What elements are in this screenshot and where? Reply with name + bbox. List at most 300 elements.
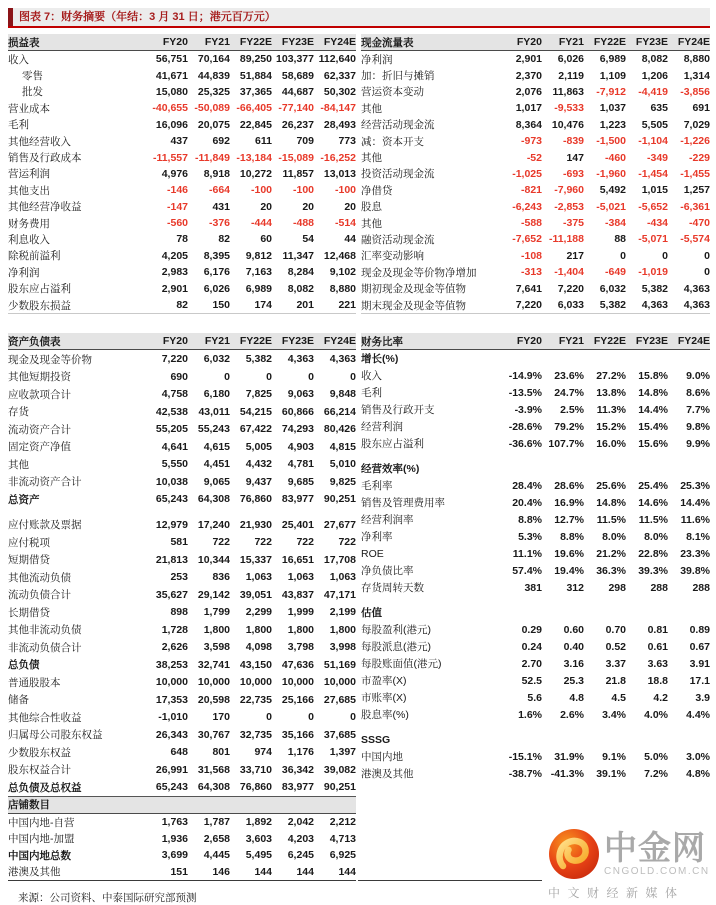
row-label: 毛利 bbox=[8, 119, 29, 132]
cell-value: -5,021 bbox=[596, 200, 626, 213]
table-row bbox=[8, 199, 356, 215]
row-label: 非流动资产合计 bbox=[8, 476, 82, 488]
cell-value: 3.0% bbox=[686, 750, 710, 763]
cell-value: 221 bbox=[338, 299, 356, 312]
cell-value: 15.2% bbox=[596, 420, 626, 433]
cell-value: 9,825 bbox=[329, 475, 356, 488]
cell-value: 1,176 bbox=[287, 746, 314, 758]
row-label: 净利润 bbox=[8, 266, 40, 279]
cell-value: 9.8% bbox=[686, 420, 710, 433]
cell-value: 0.70 bbox=[605, 623, 626, 636]
cell-value: 6,245 bbox=[287, 849, 314, 861]
cell-value: 83,977 bbox=[281, 493, 314, 505]
cell-value: 6,033 bbox=[557, 299, 584, 312]
cell-value: -13.5% bbox=[508, 386, 542, 399]
cell-value: 3,699 bbox=[161, 849, 188, 861]
cell-value: 7,825 bbox=[245, 388, 272, 400]
cell-value: -3,856 bbox=[680, 85, 710, 98]
cell-value: 9.9% bbox=[686, 437, 710, 450]
watermark-top bbox=[548, 828, 714, 880]
cell-value: 4,641 bbox=[161, 440, 188, 453]
cell-value: 60 bbox=[260, 233, 272, 246]
cell-value: 0 bbox=[704, 266, 710, 279]
table-row bbox=[361, 117, 710, 133]
table-row bbox=[8, 847, 356, 864]
cell-value: 44 bbox=[344, 233, 356, 246]
row-label: 期初现金及现金等值物 bbox=[361, 283, 466, 296]
cell-value: 288 bbox=[692, 581, 710, 594]
cell-value: 10,272 bbox=[239, 167, 272, 180]
row-label: 其他 bbox=[8, 458, 29, 471]
cell-value: 635 bbox=[650, 102, 668, 115]
row-label: 营运资本变动 bbox=[361, 86, 424, 99]
cell-value: 2,199 bbox=[329, 606, 356, 618]
cell-value: 381 bbox=[524, 581, 542, 594]
cell-value: 722 bbox=[338, 536, 356, 548]
cell-value: 44,687 bbox=[281, 85, 314, 98]
cell-value: 88 bbox=[614, 233, 626, 246]
cell-value: 4,976 bbox=[161, 167, 188, 180]
left-column bbox=[8, 34, 356, 905]
cell-value: 7,163 bbox=[245, 266, 272, 279]
cell-value: 437 bbox=[170, 135, 188, 148]
column-header: FY21 bbox=[204, 335, 230, 348]
row-label: 存货 bbox=[8, 406, 29, 418]
row-label: 储备 bbox=[8, 694, 29, 706]
cell-value: 0.61 bbox=[647, 640, 668, 653]
cell-value: 4.8% bbox=[686, 767, 710, 780]
table-row bbox=[8, 708, 356, 726]
cell-value: 5,382 bbox=[245, 353, 272, 365]
cell-value: 898 bbox=[170, 606, 188, 618]
cell-value: -1,960 bbox=[596, 167, 626, 180]
cell-value: 7,641 bbox=[515, 282, 542, 295]
row-label: 少数股东损益 bbox=[8, 299, 71, 312]
row-label: 固定资产净值 bbox=[8, 441, 71, 453]
cell-value: 1,799 bbox=[203, 606, 230, 618]
cell-value: 4,363 bbox=[683, 282, 710, 295]
cell-value: 107.7% bbox=[548, 437, 584, 450]
row-label: 销售及行政成本 bbox=[8, 152, 82, 165]
row-label: 加：折旧与摊销 bbox=[361, 70, 435, 83]
row-label: 中国内地 bbox=[361, 751, 403, 764]
cell-value: 11.5% bbox=[638, 513, 668, 526]
cell-value: 4,781 bbox=[287, 458, 314, 470]
cell-value: 20 bbox=[302, 200, 314, 213]
cell-value: 31,568 bbox=[197, 763, 230, 776]
cell-value: -376 bbox=[208, 217, 230, 230]
cell-value: 65,243 bbox=[155, 493, 188, 505]
row-label: 市盈率(X) bbox=[361, 675, 407, 688]
title-underline bbox=[8, 26, 710, 28]
cell-value: 16.0% bbox=[596, 437, 626, 450]
table-row bbox=[8, 621, 356, 639]
cell-value: 32,741 bbox=[197, 658, 230, 671]
cell-value: 8.1% bbox=[686, 530, 710, 543]
cell-value: 4,815 bbox=[329, 440, 356, 453]
cell-value: 1,800 bbox=[245, 623, 272, 636]
cell-value: 27,685 bbox=[323, 693, 356, 706]
row-label: 营运利润 bbox=[8, 168, 50, 181]
cell-value: 43,150 bbox=[239, 658, 272, 671]
cell-value: 11.5% bbox=[596, 513, 626, 526]
cell-value: 1,109 bbox=[599, 69, 626, 82]
cell-value: 0.29 bbox=[521, 623, 542, 636]
table-row bbox=[8, 726, 356, 744]
row-label: 经营效率(%) bbox=[361, 463, 420, 476]
cell-value: 1,999 bbox=[287, 606, 314, 618]
cell-value: 8,082 bbox=[641, 53, 668, 66]
row-label: 净借贷 bbox=[361, 184, 393, 197]
row-label: 股东应占溢利 bbox=[8, 283, 71, 296]
table-row bbox=[8, 516, 356, 534]
row-label: ROE bbox=[361, 547, 384, 560]
row-label: 净利润 bbox=[361, 53, 393, 66]
cell-value: -839 bbox=[562, 135, 584, 148]
cell-value: 0.40 bbox=[563, 640, 584, 653]
cell-value: 5,505 bbox=[641, 118, 668, 131]
cell-value: 23.6% bbox=[554, 369, 584, 382]
cngold-logo-icon bbox=[548, 828, 600, 880]
cell-value: 4.0% bbox=[644, 708, 668, 721]
table-row bbox=[8, 350, 356, 368]
cash-flow-table bbox=[361, 34, 710, 314]
table-row bbox=[361, 748, 710, 765]
cell-value: -375 bbox=[562, 217, 584, 230]
cell-value: 144 bbox=[338, 865, 356, 878]
row-label: 其他经营净收益 bbox=[8, 201, 82, 214]
spacer-row bbox=[361, 596, 710, 604]
cell-value: 1,223 bbox=[599, 118, 626, 131]
table-row bbox=[8, 100, 356, 116]
cell-value: 4.4% bbox=[686, 708, 710, 721]
table-row bbox=[8, 455, 356, 473]
cell-value: 13.8% bbox=[596, 386, 626, 399]
cell-value: 10,344 bbox=[197, 553, 230, 566]
cell-value: 2,901 bbox=[161, 282, 188, 295]
row-label: 股东应占溢利 bbox=[361, 438, 424, 451]
cell-value: -84,147 bbox=[320, 102, 356, 115]
cell-value: 174 bbox=[254, 299, 272, 312]
row-label: 投资活动现金流 bbox=[361, 168, 435, 181]
cell-value: 79.2% bbox=[554, 420, 584, 433]
cell-value: 30,767 bbox=[197, 728, 230, 741]
table-title: 店铺数目 bbox=[8, 799, 50, 812]
table-row bbox=[361, 297, 710, 313]
cell-value: 7.7% bbox=[686, 403, 710, 416]
cell-value: -11,849 bbox=[194, 151, 230, 164]
table-row bbox=[8, 117, 356, 133]
cell-value: 147 bbox=[566, 151, 584, 164]
cell-value: 691 bbox=[692, 102, 710, 115]
cell-value: -14.9% bbox=[508, 369, 542, 382]
cell-value: 8.6% bbox=[686, 386, 710, 399]
cell-value: 4,432 bbox=[245, 458, 272, 470]
cell-value: 39.8% bbox=[680, 564, 710, 577]
cell-value: 10,000 bbox=[239, 676, 272, 688]
cell-value: 47,636 bbox=[281, 658, 314, 671]
cell-value: 0.67 bbox=[689, 640, 710, 653]
cell-value: 0 bbox=[350, 370, 356, 383]
cell-value: 4,363 bbox=[641, 299, 668, 312]
table-header-row bbox=[8, 796, 356, 814]
cell-value: 74,293 bbox=[281, 423, 314, 435]
table-row bbox=[8, 586, 356, 604]
column-header: FY20 bbox=[516, 36, 542, 48]
table-title: 现金流量表 bbox=[361, 36, 414, 49]
cell-value: 151 bbox=[170, 865, 188, 878]
cell-value: 90,251 bbox=[323, 781, 356, 793]
cell-value: 18.8 bbox=[647, 674, 668, 687]
cell-value: 64,308 bbox=[197, 493, 230, 505]
cell-value: 14.8% bbox=[638, 386, 668, 399]
table-row bbox=[361, 67, 710, 83]
cell-value: -100 bbox=[292, 184, 314, 197]
cell-value: -1,019 bbox=[638, 266, 668, 279]
cell-value: 722 bbox=[212, 536, 230, 548]
cell-value: 2.70 bbox=[521, 657, 542, 670]
column-header: FY20 bbox=[162, 36, 188, 48]
table-row bbox=[361, 731, 710, 748]
cell-value: 20,075 bbox=[197, 118, 230, 131]
cell-value: 23.3% bbox=[680, 547, 710, 560]
cell-value: 103,377 bbox=[276, 53, 314, 66]
cell-value: 35,627 bbox=[155, 588, 188, 601]
cell-value: 8.0% bbox=[644, 530, 668, 543]
row-label: 总负债及总权益 bbox=[8, 781, 82, 794]
row-label: 股息率(%) bbox=[361, 709, 409, 722]
cell-value: 43,011 bbox=[198, 405, 230, 418]
cell-value: 12.7% bbox=[554, 513, 584, 526]
cell-value: 19.6% bbox=[554, 547, 584, 560]
spacer-row bbox=[8, 508, 356, 516]
row-label: 普通股股本 bbox=[8, 676, 61, 689]
cell-value: 722 bbox=[254, 536, 272, 548]
table-row bbox=[8, 743, 356, 761]
cell-value: -973 bbox=[520, 135, 542, 148]
cell-value: -147 bbox=[166, 200, 188, 213]
table-row bbox=[8, 149, 356, 165]
cell-value: 50,302 bbox=[323, 85, 356, 98]
cell-value: 648 bbox=[170, 746, 188, 758]
cell-value: 9,848 bbox=[329, 388, 356, 400]
cell-value: -560 bbox=[166, 217, 188, 230]
cell-value: 52.5 bbox=[521, 674, 542, 687]
store-count-table bbox=[8, 796, 356, 881]
cell-value: -229 bbox=[688, 151, 710, 164]
cell-value: 2,901 bbox=[515, 53, 542, 66]
cell-value: -11,557 bbox=[152, 151, 188, 164]
cell-value: 0 bbox=[308, 370, 314, 383]
cell-value: 2,212 bbox=[329, 816, 356, 828]
cell-value: 21,813 bbox=[155, 553, 188, 566]
cell-value: 9,437 bbox=[245, 475, 272, 488]
cell-value: 8,395 bbox=[203, 249, 230, 262]
cell-value: 253 bbox=[170, 571, 188, 583]
table-row bbox=[8, 673, 356, 691]
table-row bbox=[8, 778, 356, 796]
cell-value: 78 bbox=[176, 233, 188, 246]
row-label: 其他 bbox=[361, 152, 382, 165]
cell-value: 25.3% bbox=[680, 479, 710, 492]
cell-value: 9.0% bbox=[686, 369, 710, 382]
spacer-row bbox=[361, 452, 710, 460]
cell-value: 64,308 bbox=[197, 781, 230, 793]
row-label: 其他 bbox=[361, 102, 382, 115]
row-label: 其他 bbox=[361, 217, 382, 230]
income-statement-table bbox=[8, 34, 356, 314]
cell-value: -588 bbox=[520, 217, 542, 230]
cell-value: 4,713 bbox=[329, 832, 356, 845]
cell-value: 27,677 bbox=[323, 518, 356, 531]
table-header-row bbox=[8, 333, 356, 350]
cell-value: 1,037 bbox=[599, 102, 626, 115]
table-row bbox=[361, 418, 710, 435]
cell-value: 6,176 bbox=[203, 266, 230, 279]
cell-value: 6,180 bbox=[203, 388, 230, 400]
table-row bbox=[361, 435, 710, 452]
cell-value: 5,492 bbox=[599, 184, 626, 197]
cell-value: 974 bbox=[254, 746, 272, 758]
row-label: 每股派息(港元) bbox=[361, 641, 431, 654]
cell-value: 15.8% bbox=[638, 369, 668, 382]
cell-value: -349 bbox=[646, 151, 668, 164]
cngold-watermark bbox=[542, 822, 716, 903]
cell-value: 21.2% bbox=[596, 547, 626, 560]
cell-value: -434 bbox=[646, 217, 668, 230]
cell-value: 38,253 bbox=[155, 658, 188, 671]
cell-value: 8,918 bbox=[203, 167, 230, 180]
cell-value: 1,257 bbox=[683, 184, 710, 197]
cell-value: 4,363 bbox=[287, 353, 314, 365]
cell-value: 581 bbox=[170, 536, 188, 548]
table-row bbox=[8, 863, 356, 880]
column-header: FY20 bbox=[162, 335, 188, 348]
table-row bbox=[8, 297, 356, 313]
cell-value: 14.4% bbox=[638, 403, 668, 416]
cell-value: 17,240 bbox=[197, 518, 230, 531]
cell-value: 5,382 bbox=[641, 282, 668, 295]
table-row bbox=[361, 672, 710, 689]
cell-value: -16,252 bbox=[320, 151, 356, 164]
cell-value: 4,758 bbox=[161, 388, 188, 400]
cell-value: 9,102 bbox=[329, 266, 356, 279]
cell-value: 66,214 bbox=[323, 405, 356, 418]
row-label: 净负债比率 bbox=[361, 565, 414, 578]
financial-ratios-table bbox=[361, 333, 710, 782]
cell-value: 611 bbox=[255, 135, 272, 148]
cell-value: 10,476 bbox=[551, 118, 584, 131]
cell-value: 1,800 bbox=[203, 623, 230, 636]
watermark-brand: 中金网 bbox=[604, 829, 706, 866]
cell-value: 7,220 bbox=[557, 282, 584, 295]
cell-value: 8,880 bbox=[683, 53, 710, 66]
table-title: 财务比率 bbox=[361, 335, 403, 348]
cell-value: 150 bbox=[212, 299, 230, 312]
cell-value: 0.52 bbox=[605, 640, 626, 653]
row-label: 其他经营收入 bbox=[8, 135, 71, 148]
table-row bbox=[8, 51, 356, 67]
row-label: 毛利 bbox=[361, 387, 382, 400]
cell-value: 55,205 bbox=[155, 423, 188, 435]
cell-value: 36,342 bbox=[281, 763, 314, 776]
cell-value: -1,104 bbox=[638, 135, 668, 148]
cell-value: 5,010 bbox=[329, 458, 356, 470]
cell-value: 11.3% bbox=[596, 403, 626, 416]
cell-value: 89,250 bbox=[239, 53, 272, 66]
cell-value: -50,089 bbox=[194, 102, 230, 115]
row-label: 融资活动现金流 bbox=[361, 233, 435, 246]
cell-value: 10,000 bbox=[281, 676, 314, 688]
cell-value: 37,365 bbox=[239, 85, 272, 98]
column-header: FY22E bbox=[593, 36, 626, 48]
cell-value: 7,220 bbox=[161, 353, 188, 365]
cell-value: -15.1% bbox=[508, 750, 542, 763]
cell-value: 15,337 bbox=[239, 553, 272, 566]
row-label: 经营利润 bbox=[361, 421, 403, 434]
cell-value: 6,989 bbox=[599, 53, 626, 66]
row-label: 归属母公司股东权益 bbox=[8, 729, 103, 741]
row-label: 短期借贷 bbox=[8, 554, 50, 566]
cell-value: 55,243 bbox=[197, 423, 230, 435]
table-row bbox=[361, 84, 710, 100]
cell-value: 4,203 bbox=[287, 832, 314, 845]
cell-value: -1,226 bbox=[680, 135, 710, 148]
table-row bbox=[361, 367, 710, 384]
cell-value: 2,299 bbox=[245, 606, 272, 618]
cell-value: 22.8% bbox=[638, 547, 668, 560]
cell-value: 2,119 bbox=[558, 69, 584, 82]
table-row bbox=[8, 551, 356, 569]
cell-value: 31.9% bbox=[554, 750, 584, 763]
cell-value: 13,013 bbox=[323, 167, 356, 180]
cell-value: 39,082 bbox=[323, 763, 356, 776]
table-title: 资产负债表 bbox=[8, 335, 61, 348]
cell-value: 28.4% bbox=[512, 479, 542, 492]
cell-value: 5.6 bbox=[527, 691, 542, 704]
cell-value: 836 bbox=[212, 571, 230, 583]
table-row bbox=[361, 100, 710, 116]
cell-value: 10,000 bbox=[323, 676, 356, 688]
cell-value: 10,000 bbox=[197, 676, 230, 688]
cell-value: 5,550 bbox=[161, 458, 188, 470]
row-label: 收入 bbox=[8, 53, 29, 66]
cell-value: 1,800 bbox=[329, 623, 356, 636]
cell-value: -649 bbox=[604, 266, 626, 279]
row-label: 增长(%) bbox=[361, 353, 399, 366]
cell-value: 39,051 bbox=[239, 588, 272, 601]
cell-value: 0 bbox=[620, 249, 626, 262]
row-label: 收入 bbox=[361, 370, 382, 383]
cell-value: 44,839 bbox=[197, 69, 230, 82]
cell-value: 57.4% bbox=[512, 564, 542, 577]
row-label: 总负债 bbox=[8, 659, 40, 671]
cell-value: -4,419 bbox=[638, 85, 668, 98]
row-label: 应收款项合计 bbox=[8, 388, 71, 401]
source-note: 来源：公司资料、中泰国际研究部预测 bbox=[18, 891, 197, 904]
row-label: 总资产 bbox=[8, 493, 40, 506]
cell-value: 20 bbox=[344, 200, 356, 213]
cell-value: 217 bbox=[566, 249, 584, 262]
cell-value: 82 bbox=[176, 299, 188, 312]
row-label: 经营利润率 bbox=[361, 514, 414, 527]
table-row bbox=[361, 264, 710, 280]
row-label: 存货周转天数 bbox=[361, 582, 424, 595]
cell-value: -28.6% bbox=[508, 420, 542, 433]
cell-value: 5,005 bbox=[245, 440, 272, 453]
table-row bbox=[361, 579, 710, 596]
column-header: FY21 bbox=[558, 36, 584, 48]
